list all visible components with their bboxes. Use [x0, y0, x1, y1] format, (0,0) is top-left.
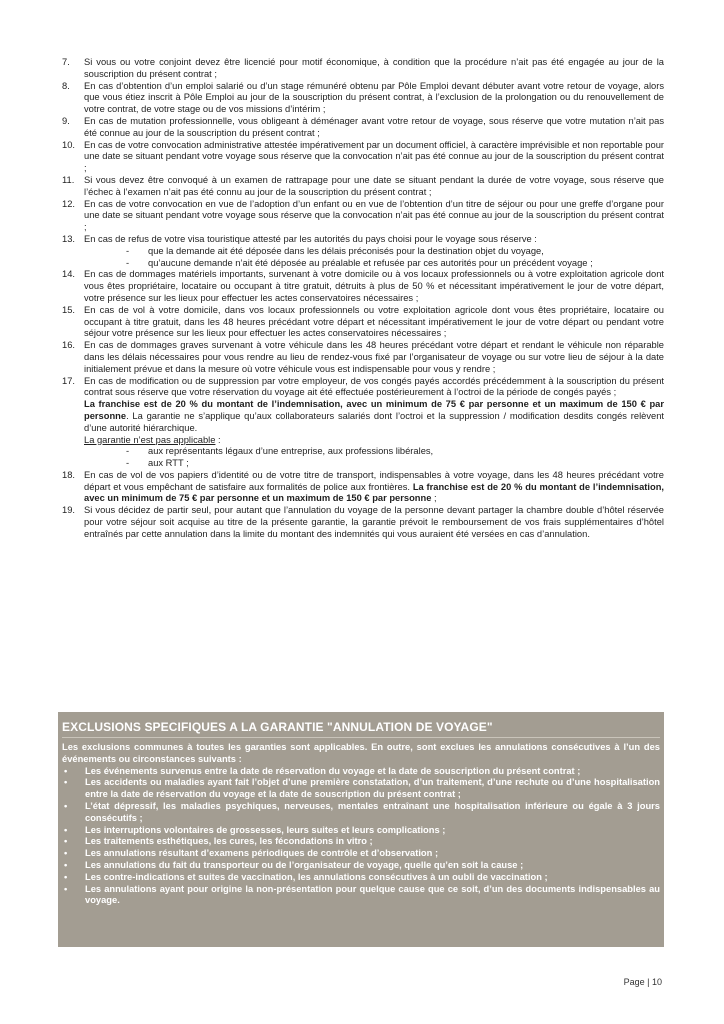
item-number: 18.: [62, 469, 75, 480]
exclusion-text: Les interruptions volontaires de grossesses, leurs suites et leurs complications ;: [85, 824, 446, 835]
list-item: [62, 140, 664, 175]
franchise-rest: . La garantie ne s’applique qu’aux collaborateurs salariés dont l’octroi et la suppression / modification desdits congés relèvent d’une autorité hiérarchique.: [84, 410, 664, 433]
exclusions-box: [58, 712, 664, 947]
exclusion-item: [62, 825, 660, 837]
not-applicable-heading: [84, 435, 664, 447]
item-number: 17.: [62, 375, 75, 386]
bullet-icon: •: [64, 836, 68, 847]
item-text: En cas de refus de votre visa touristique attesté par les autorités du pays choisi pour le voyage sous réserve :: [84, 233, 537, 244]
bullet-icon: •: [64, 777, 68, 788]
item-text: En cas de vol de vos papiers d’identité ou de votre titre de transport, indispensables à votre voyage, dans les 48 heures précédant votre départ et vous empêchant de satisfaire aux formalités de police aux frontières.: [84, 469, 664, 492]
bullet-icon: •: [64, 871, 68, 882]
exclusions-list: [58, 766, 664, 908]
list-item: [62, 199, 664, 234]
dash-marker: -: [126, 446, 130, 457]
list-item: [62, 57, 664, 81]
item-number: 11.: [62, 174, 75, 185]
dash-marker: -: [126, 257, 130, 268]
page-number: Page | 10: [623, 977, 662, 987]
exclusion-text: Les annulations ayant pour origine la non-présentation pour quelque cause que ce soit, d’un des documents indispensables au voyage.: [85, 883, 660, 906]
exclusion-item: [62, 766, 660, 778]
item-text: En cas de dommages matériels importants, survenant à votre domicile ou à vos locaux professionnels ou à votre exploitation agricole dont vous êtes propriétaire, locataire ou occupant à titre gratuit, détruits à plus de 50 % et nécessitant impérativement le jour de votre départ, votre présence sur les lieux pour effectuer les actes conservatoires nécessaires ;: [84, 269, 664, 303]
exclusion-text: Les accidents ou maladies ayant fait l’objet d’une première constatation, d’un traitement, d’une rechute ou d’une hospitalisation entre la date de réservation du voyage et la date de souscription du présent contrat ;: [85, 777, 660, 800]
item-number: 7.: [62, 57, 70, 67]
exclusion-text: Les traitements esthétiques, les cures, les fécondations in vitro ;: [85, 836, 373, 847]
item-text: En cas de votre convocation en vue de l’adoption d’un enfant ou en vue de l’obtention d’un titre de séjour ou pour une greffe d’organe pour une date se situant pendant votre voyage sous réserve que la convocation n’ait pas été connue au jour de la souscription du présent contrat ;: [84, 198, 664, 233]
not-applicable-list: [84, 446, 664, 470]
item-text: Si vous ou votre conjoint devez être licencié pour motif économique, à condition que la procédure n’ait pas été engagée au jour de la souscription du présent contrat ;: [84, 57, 664, 79]
item-number: 14.: [62, 269, 75, 280]
guarantee-conditions: [62, 57, 664, 541]
item-end: ;: [431, 493, 437, 504]
item-number: 15.: [62, 304, 75, 315]
sub-item-text: que la demande ait été déposée dans les délais préconisés pour la destination objet du voyage,: [148, 245, 544, 256]
item-text: En cas d’obtention d’un emploi salarié ou d’un stage rémunéré obtenu par Pôle Emploi devant débuter avant votre retour de voyage, alors que vous étiez inscrit à Pôle Emploi au jour de la souscription du présent contrat, à l’exclusion de la prolongation ou du renouvellement de votre contrat, de votre stage ou de vos missions d’intérim ;: [84, 80, 664, 115]
item-number: 12.: [62, 198, 75, 209]
sub-item: [84, 446, 664, 458]
exclusion-text: Les contre-indications et suites de vaccination, les annulations consécutives à un oubli de vaccination ;: [85, 871, 548, 882]
list-item: [62, 470, 664, 505]
list-item: [62, 305, 664, 340]
item-text: En cas de votre convocation administrative attestée impérativement par un document officiel, à caractère imprévisible et non reportable pour une date se situant pendant votre voyage sous réserve que la convocation n’ait pas été connue au jour de la souscription du présent contrat ;: [84, 139, 664, 174]
exclusion-item: [62, 884, 660, 908]
exclusions-intro: Les exclusions communes à toutes les garanties sont applicables. En outre, sont exclues les annulations consécutives à l’un des événements ou circonstances suivants :: [62, 742, 660, 764]
cases-list: [62, 57, 664, 541]
list-item: [62, 340, 664, 375]
exclusion-item: [62, 848, 660, 860]
colon: :: [215, 434, 221, 445]
exclusion-item: [62, 872, 660, 884]
exclusion-item: [62, 777, 660, 801]
visa-conditions: [84, 246, 664, 270]
item-text: En cas de mutation professionnelle, vous obligeant à déménager avant votre retour de voyage, sous réserve que votre mutation n’ait pas été connue au jour de la souscription du présent contrat ;: [84, 115, 664, 138]
list-item: [62, 505, 664, 540]
list-item: [62, 376, 664, 470]
sub-item: [84, 458, 664, 470]
sub-item-text: aux représentants légaux d’une entreprise, aux professions libérales,: [148, 446, 434, 457]
item-number: 16.: [62, 340, 75, 351]
item-text: En cas de dommages graves survenant à votre véhicule dans les 48 heures précédant votre départ et rendant le véhicule non réparable dans les délais nécessaires pour vous rendre au lieu de rendez-vous fixé par l’organisateur de voyage ou sur votre lieu de séjour à la date initialement prévue et dans la mesure où votre véhicule vous est indispensable pour vous y rendre ;: [84, 340, 664, 374]
list-item: [62, 269, 664, 304]
sub-item-text: aux RTT ;: [148, 458, 189, 469]
dash-marker: -: [126, 245, 130, 256]
list-item: [62, 81, 664, 116]
item-text: En cas de modification ou de suppression par votre employeur, de vos congés payés accordés précédemment à la souscription du présent contrat sous réserve que votre réservation du voyage ait été effectuée postérieurement à l’octroi de la période de congés payés ;: [84, 375, 664, 398]
list-item: [62, 175, 664, 199]
bullet-icon: •: [64, 883, 68, 894]
exclusions-title: EXCLUSIONS SPECIFIQUES A LA GARANTIE "ANNULATION DE VOYAGE": [62, 720, 660, 738]
exclusion-item: [62, 801, 660, 825]
not-applicable-label: La garantie n’est pas applicable: [84, 434, 216, 445]
dash-marker: -: [126, 458, 130, 469]
item-number: 9.: [62, 115, 70, 126]
bullet-icon: •: [64, 800, 68, 811]
sub-item-text: qu’aucune demande n’ait été déposée au préalable et refusée par ces autorités pour un précédent voyage ;: [148, 257, 593, 268]
exclusion-text: Les annulations du fait du transporteur ou de l’organisateur de voyage, quelle qu’en soit la cause ;: [85, 859, 524, 870]
sub-item: [84, 258, 664, 270]
bullet-icon: •: [64, 859, 68, 870]
bullet-icon: •: [64, 765, 68, 776]
exclusion-item: [62, 836, 660, 848]
list-item: [62, 116, 664, 140]
item-number: 10.: [62, 139, 75, 150]
item-number: 13.: [62, 233, 75, 244]
bullet-icon: •: [64, 848, 68, 859]
franchise-paragraph: [84, 399, 664, 434]
franchise-bold: La franchise est de 20 % du montant de l’indemnisation, avec un minimum de 75 € par personne et un maximum de 150 € par personne: [84, 399, 664, 421]
item-text: Si vous décidez de partir seul, pour autant que l’annulation du voyage de la personne devant partager la chambre double d’hôtel réservée pour votre séjour soit acquise au titre de la présente garantie, la garantie prévoit le remboursement de vos frais supplémentaires d’hôtel entraînés par cette annulation dans la limite du montant des indemnités qui vous auraient été versées en cas d’annulation.: [84, 505, 664, 539]
item-number: 8.: [62, 80, 70, 91]
bullet-icon: •: [64, 824, 68, 835]
exclusion-text: Les annulations résultant d’examens périodiques de contrôle et d’observation ;: [85, 848, 439, 859]
list-item: [62, 234, 664, 269]
exclusion-item: [62, 860, 660, 872]
item-text: En cas de vol à votre domicile, dans vos locaux professionnels ou votre exploitation agricole dont vous êtes propriétaire, locataire ou occupant à titre gratuit, dans les 48 heures précédant votre départ et nécessitant impérativement le jour de votre départ ou pendant votre séjour votre présence sur les lieux pour effectuer les actes conservatoires nécessaires ;: [84, 304, 664, 339]
franchise-bold: La franchise est de 20 % du montant de l’indemnisation, avec un minimum de 75 € par personne et un maximum de 150 € par personne: [84, 481, 665, 504]
exclusion-text: Les événements survenus entre la date de réservation du voyage et la date de souscription du présent contrat ;: [85, 765, 581, 776]
item-text: Si vous devez être convoqué à un examen de rattrapage pour une date se situant pendant la durée de votre voyage, sous réserve que l’échec à l’examen n’ait pas été connu au jour de la souscription du présent contrat ;: [84, 174, 664, 197]
exclusion-text: L’état dépressif, les maladies psychiques, nerveuses, mentales entraînant une hospitalisation inférieure ou égale à 3 jours consécutifs ;: [85, 800, 660, 823]
item-number: 19.: [62, 505, 75, 516]
sub-item: [84, 246, 664, 258]
